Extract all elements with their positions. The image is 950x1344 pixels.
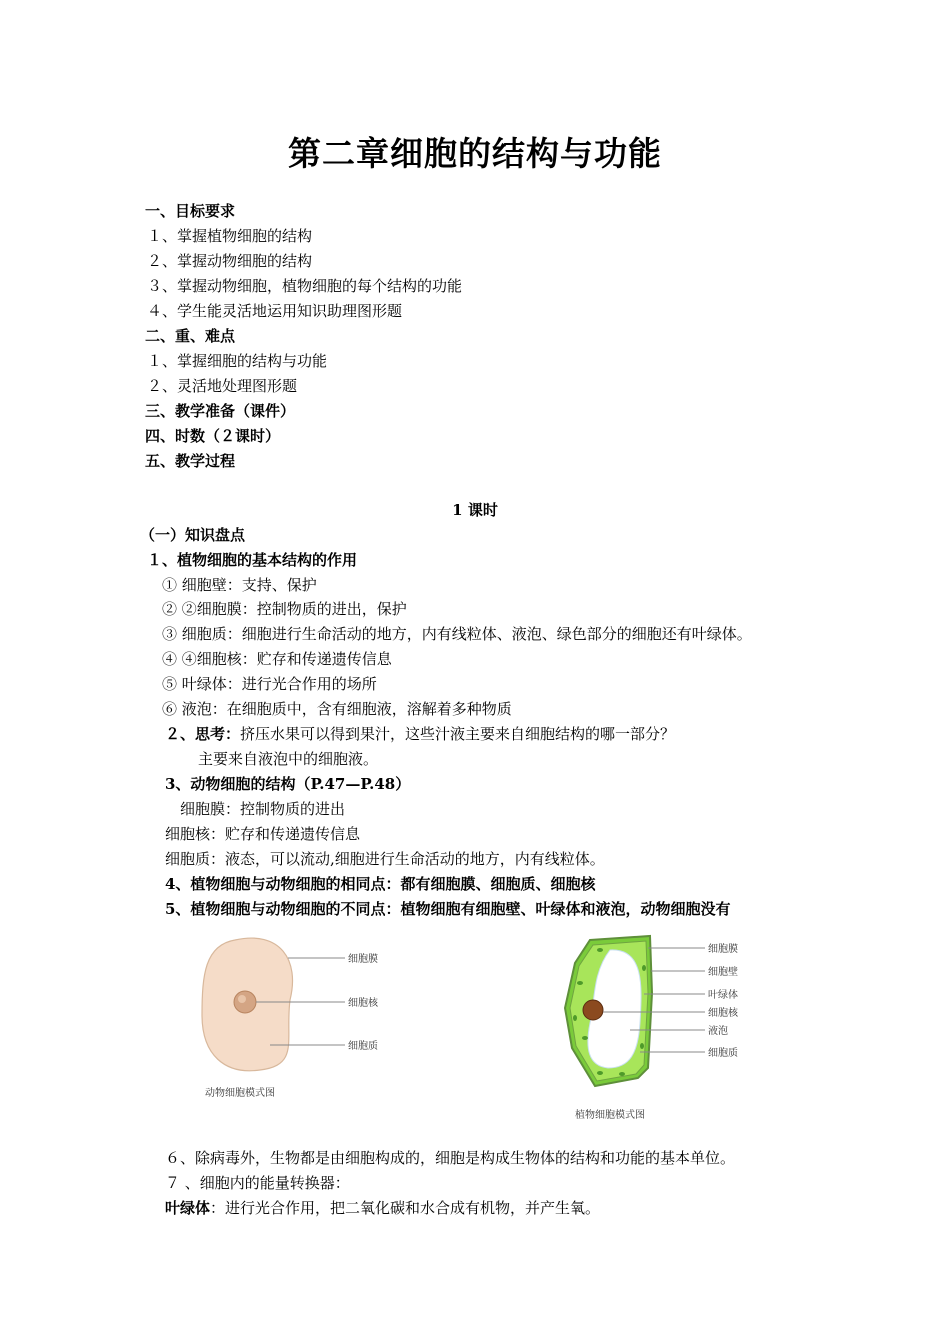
- animal-cell-figure: [190, 930, 420, 1110]
- animal-structure-item: 细胞膜：控制物质的进出: [180, 800, 346, 818]
- animal-label-nucleus: 细胞核: [348, 998, 378, 1009]
- lesson-heading: 1 课时: [452, 501, 498, 519]
- plant-structure-item: ① 细胞壁：支持、保护: [162, 576, 317, 594]
- animal-structure-item: 细胞核：贮存和传递遗传信息: [165, 825, 361, 843]
- animal-label-cytoplasm: 细胞质: [348, 1041, 378, 1052]
- plant-structure-item: ④ ④细胞核：贮存和传递遗传信息: [162, 650, 392, 668]
- section-heading-hours: 四、时数（２课时）: [145, 427, 281, 445]
- page-title: 第二章细胞的结构与功能: [288, 134, 662, 173]
- question-2-answer: 主要来自液泡中的细胞液。: [198, 750, 379, 768]
- question-2-label: ２、思考：: [165, 725, 241, 743]
- animal-structure-item: 细胞质：液态，可以流动,细胞进行生命活动的地方，内有线粒体。: [165, 850, 605, 868]
- plant-structure-item: ② ②细胞膜：控制物质的进出，保护: [162, 600, 407, 618]
- question-1-heading: １、植物细胞的基本结构的作用: [147, 551, 358, 569]
- question-4: 4、植物细胞与动物细胞的相同点：都有细胞膜、细胞质、细胞核: [165, 875, 596, 893]
- section-heading-goals: 一、目标要求: [145, 202, 236, 220]
- goal-item: １、掌握植物细胞的结构: [147, 227, 313, 245]
- plant-structure-item: ⑤ 叶绿体：进行光合作用的场所: [162, 675, 377, 693]
- chloroplast-text: ：进行光合作用，把二氧化碳和水合成有机物，并产生氧。: [210, 1199, 601, 1217]
- plant-label-cytoplasm: 细胞质: [708, 1048, 738, 1059]
- plant-label-vacuole: 液泡: [708, 1026, 728, 1037]
- section-heading-keypoints: 二、重、难点: [145, 327, 236, 345]
- plant-label-chloroplast: 叶绿体: [708, 990, 738, 1001]
- section-heading-preparation: 三、教学准备（课件）: [145, 402, 296, 420]
- question-3-heading: 3、动物细胞的结构（P.47—P.48）: [165, 775, 411, 793]
- animal-figure-caption: 动物细胞模式图: [205, 1088, 275, 1099]
- plant-label-nucleus: 细胞核: [708, 1008, 738, 1019]
- keypoint-item: １、掌握细胞的结构与功能: [147, 352, 328, 370]
- question-6: ６、除病毒外，生物都是由细胞构成的，细胞是构成生物体的结构和功能的基本单位。: [165, 1149, 736, 1167]
- goal-item: ３、掌握动物细胞，植物细胞的每个结构的功能: [147, 277, 463, 295]
- section-heading-process: 五、教学过程: [145, 452, 236, 470]
- plant-label-membrane: 细胞膜: [708, 944, 738, 955]
- goal-item: ４、学生能灵活地运用知识助理图形题: [147, 302, 403, 320]
- question-5: 5、植物细胞与动物细胞的不同点：植物细胞有细胞壁、叶绿体和液泡，动物细胞没有: [165, 900, 731, 918]
- plant-figure-caption: 植物细胞模式图: [575, 1110, 645, 1121]
- question-2-text: 挤压水果可以得到果汁，这些汁液主要来自细胞结构的哪一部分？: [240, 725, 676, 743]
- plant-label-wall: 细胞壁: [708, 967, 738, 978]
- animal-label-membrane: 细胞膜: [348, 954, 378, 965]
- plant-structure-item: ③ 细胞质：细胞进行生命活动的地方，内有线粒体、液泡、绿色部分的细胞还有叶绿体。: [162, 625, 752, 643]
- plant-structure-item: ⑥ 液泡：在细胞质中，含有细胞液，溶解着多种物质: [162, 700, 512, 718]
- question-2: [165, 723, 675, 745]
- chloroplast-function: [165, 1197, 600, 1219]
- goal-item: ２、掌握动物细胞的结构: [147, 252, 313, 270]
- keypoint-item: ２、灵活地处理图形题: [147, 377, 298, 395]
- plant-cell-nucleus: [583, 1000, 603, 1020]
- nucleus-highlight: [238, 995, 246, 1003]
- part-heading: （一）知识盘点: [140, 526, 246, 544]
- question-7: ７ 、细胞内的能量转换器：: [165, 1174, 350, 1192]
- animal-cell-nucleus: [234, 991, 256, 1013]
- plant-cell-figure: [560, 928, 770, 1128]
- chloroplast-label: 叶绿体: [165, 1199, 211, 1217]
